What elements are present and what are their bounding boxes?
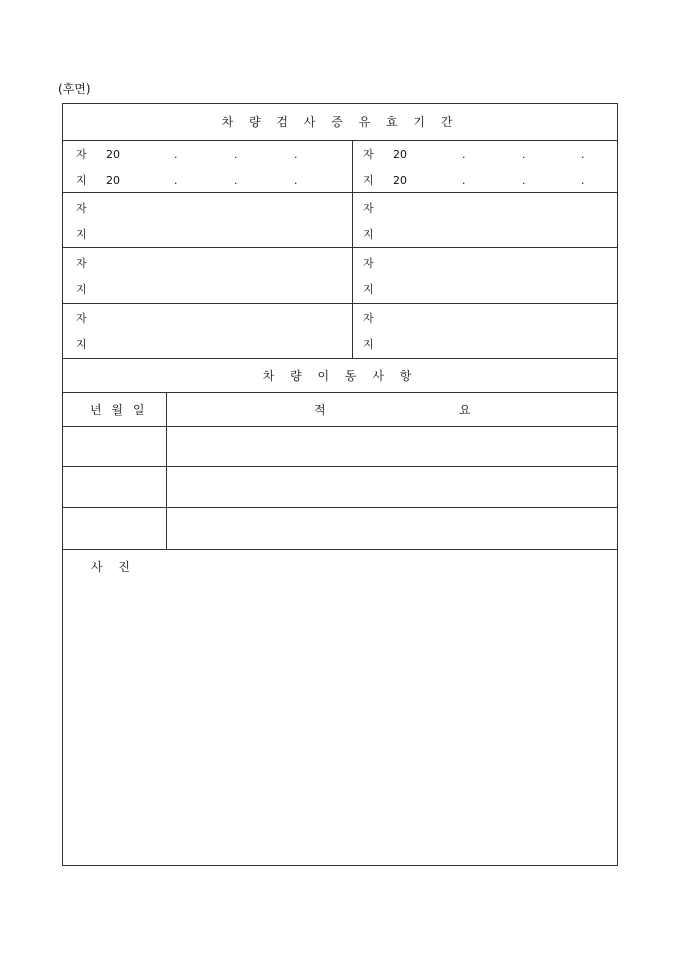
to-year-prefix: 20 (393, 174, 407, 187)
to-label: 지 (363, 228, 374, 241)
to-label: 지 (363, 338, 374, 351)
dot-sep: . (462, 174, 466, 187)
photo-area (63, 550, 617, 865)
from-label: 자 (76, 257, 87, 270)
validity-section-title: 차 량 검 사 증 유 효 기 간 (63, 104, 617, 141)
to-label: 지 (76, 228, 87, 241)
dot-sep: . (581, 148, 585, 161)
movement-row (63, 508, 617, 550)
validity-row-4 (63, 304, 617, 359)
from-year-prefix: 20 (393, 148, 407, 161)
to-label: 지 (363, 283, 374, 296)
from-label: 자 (76, 148, 87, 161)
dot-sep: . (581, 174, 585, 187)
to-label: 지 (76, 338, 87, 351)
dot-sep: . (462, 148, 466, 161)
from-label: 자 (363, 148, 374, 161)
from-label: 자 (363, 257, 374, 270)
validity-row-2 (63, 193, 617, 248)
photo-label: 사 진 (91, 560, 136, 574)
movement-row (63, 427, 617, 467)
summary-column-header-2: 요 (459, 403, 471, 417)
dot-sep: . (294, 148, 298, 161)
from-label: 자 (76, 312, 87, 325)
movement-section-title: 차 량 이 동 사 항 (63, 359, 617, 393)
from-label: 자 (76, 202, 87, 215)
validity-row-1 (63, 141, 617, 193)
from-label: 자 (363, 312, 374, 325)
from-year-prefix: 20 (106, 148, 120, 161)
validity-row-3 (63, 248, 617, 304)
dot-sep: . (174, 148, 178, 161)
from-label: 자 (363, 202, 374, 215)
to-year-prefix: 20 (106, 174, 120, 187)
back-side-label: (후면) (58, 82, 91, 96)
dot-sep: . (234, 148, 238, 161)
dot-sep: . (294, 174, 298, 187)
to-label: 지 (76, 283, 87, 296)
summary-column-header-1: 적 (314, 403, 326, 417)
movement-row (63, 467, 617, 508)
date-column-header: 년 월 일 (90, 403, 148, 417)
dot-sep: . (174, 174, 178, 187)
dot-sep: . (522, 174, 526, 187)
vehicle-record-form (62, 103, 618, 866)
to-label: 지 (76, 174, 87, 187)
dot-sep: . (522, 148, 526, 161)
dot-sep: . (234, 174, 238, 187)
movement-header-row (63, 393, 617, 427)
to-label: 지 (363, 174, 374, 187)
